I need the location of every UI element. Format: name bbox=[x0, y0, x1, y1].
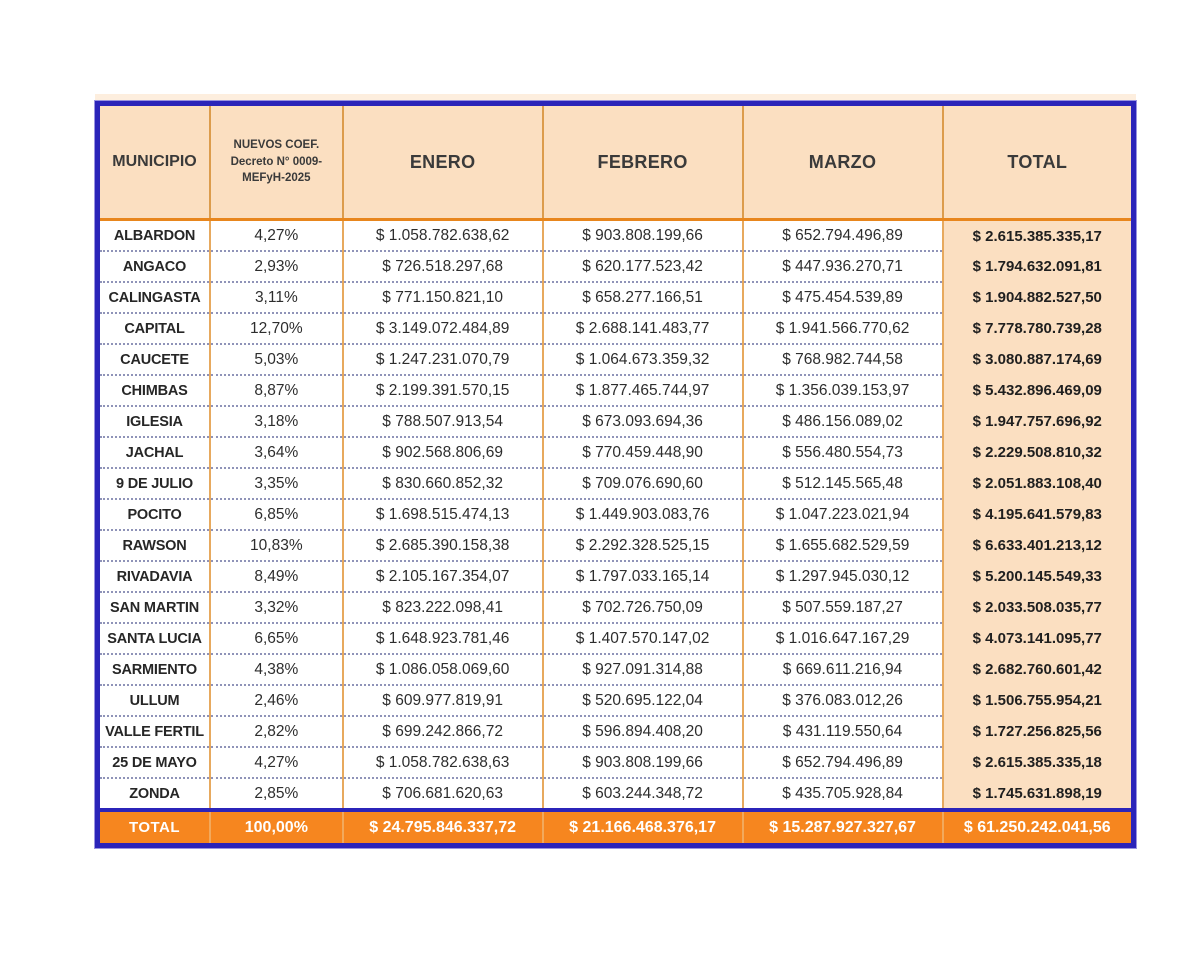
coefficient-value: 3,35% bbox=[210, 468, 343, 499]
febrero-value: $ 1.797.033.165,14 bbox=[543, 561, 743, 592]
total-row bbox=[98, 810, 1134, 846]
row-total-value: $ 3.080.887.174,69 bbox=[943, 344, 1134, 375]
coefficient-value: 2,93% bbox=[210, 251, 343, 282]
header-row bbox=[98, 104, 1134, 220]
table-header bbox=[98, 104, 1134, 220]
table-row bbox=[98, 716, 1134, 747]
municipality-name: ULLUM bbox=[98, 685, 211, 716]
febrero-value: $ 520.695.122,04 bbox=[543, 685, 743, 716]
row-total-value: $ 2.615.385.335,18 bbox=[943, 747, 1134, 778]
municipality-name: JACHAL bbox=[98, 437, 211, 468]
municipality-name: ZONDA bbox=[98, 778, 211, 810]
table-row bbox=[98, 220, 1134, 252]
enero-value: $ 823.222.098,41 bbox=[343, 592, 543, 623]
table-row bbox=[98, 468, 1134, 499]
coef-header-line3: MEFyH-2025 bbox=[242, 172, 311, 185]
enero-value: $ 2.685.390.158,38 bbox=[343, 530, 543, 561]
febrero-value: $ 903.808.199,66 bbox=[543, 220, 743, 252]
marzo-value: $ 1.655.682.529,59 bbox=[743, 530, 943, 561]
enero-value: $ 771.150.821,10 bbox=[343, 282, 543, 313]
municipality-name: ALBARDON bbox=[98, 220, 211, 252]
table-row bbox=[98, 592, 1134, 623]
enero-value: $ 3.149.072.484,89 bbox=[343, 313, 543, 344]
municipality-name: RAWSON bbox=[98, 530, 211, 561]
enero-value: $ 1.058.782.638,63 bbox=[343, 747, 543, 778]
municipality-name: POCITO bbox=[98, 499, 211, 530]
coefficient-value: 6,85% bbox=[210, 499, 343, 530]
table-row bbox=[98, 282, 1134, 313]
marzo-value: $ 652.794.496,89 bbox=[743, 220, 943, 252]
table-row bbox=[98, 313, 1134, 344]
marzo-value: $ 512.145.565,48 bbox=[743, 468, 943, 499]
enero-value: $ 1.648.923.781,46 bbox=[343, 623, 543, 654]
table-row bbox=[98, 561, 1134, 592]
enero-value: $ 1.086.058.069,60 bbox=[343, 654, 543, 685]
coefficient-value: 12,70% bbox=[210, 313, 343, 344]
row-total-value: $ 4.195.641.579,83 bbox=[943, 499, 1134, 530]
municipality-name: CAPITAL bbox=[98, 313, 211, 344]
enero-value: $ 788.507.913,54 bbox=[343, 406, 543, 437]
febrero-value: $ 1.449.903.083,76 bbox=[543, 499, 743, 530]
header-total: TOTAL bbox=[943, 104, 1134, 220]
marzo-value: $ 435.705.928,84 bbox=[743, 778, 943, 810]
enero-value: $ 609.977.819,91 bbox=[343, 685, 543, 716]
coparticipation-table bbox=[95, 101, 1136, 848]
table-row bbox=[98, 530, 1134, 561]
febrero-value: $ 620.177.523,42 bbox=[543, 251, 743, 282]
total-row-grand-total: $ 61.250.242.041,56 bbox=[943, 810, 1134, 846]
table-row bbox=[98, 747, 1134, 778]
marzo-value: $ 1.356.039.153,97 bbox=[743, 375, 943, 406]
table-row bbox=[98, 437, 1134, 468]
coefficient-value: 4,27% bbox=[210, 747, 343, 778]
table-row bbox=[98, 654, 1134, 685]
marzo-value: $ 1.047.223.021,94 bbox=[743, 499, 943, 530]
febrero-value: $ 603.244.348,72 bbox=[543, 778, 743, 810]
marzo-value: $ 447.936.270,71 bbox=[743, 251, 943, 282]
row-total-value: $ 4.073.141.095,77 bbox=[943, 623, 1134, 654]
table-row bbox=[98, 623, 1134, 654]
row-total-value: $ 1.727.256.825,56 bbox=[943, 716, 1134, 747]
febrero-value: $ 770.459.448,90 bbox=[543, 437, 743, 468]
municipality-name: VALLE FERTIL bbox=[98, 716, 211, 747]
total-row-enero: $ 24.795.846.337,72 bbox=[343, 810, 543, 846]
coefficient-value: 3,18% bbox=[210, 406, 343, 437]
row-total-value: $ 5.432.896.469,09 bbox=[943, 375, 1134, 406]
row-total-value: $ 7.778.780.739,28 bbox=[943, 313, 1134, 344]
table-row bbox=[98, 375, 1134, 406]
marzo-value: $ 507.559.187,27 bbox=[743, 592, 943, 623]
municipality-name: ANGACO bbox=[98, 251, 211, 282]
marzo-value: $ 1.297.945.030,12 bbox=[743, 561, 943, 592]
febrero-value: $ 1.877.465.744,97 bbox=[543, 375, 743, 406]
marzo-value: $ 652.794.496,89 bbox=[743, 747, 943, 778]
table-container bbox=[95, 101, 1136, 848]
municipality-name: SARMIENTO bbox=[98, 654, 211, 685]
marzo-value: $ 669.611.216,94 bbox=[743, 654, 943, 685]
header-marzo: MARZO bbox=[743, 104, 943, 220]
febrero-value: $ 596.894.408,20 bbox=[543, 716, 743, 747]
febrero-value: $ 702.726.750,09 bbox=[543, 592, 743, 623]
row-total-value: $ 2.051.883.108,40 bbox=[943, 468, 1134, 499]
coefficient-value: 8,87% bbox=[210, 375, 343, 406]
enero-value: $ 1.058.782.638,62 bbox=[343, 220, 543, 252]
header-municipio: MUNICIPIO bbox=[98, 104, 211, 220]
febrero-value: $ 1.407.570.147,02 bbox=[543, 623, 743, 654]
table-body bbox=[98, 220, 1134, 811]
municipality-name: SANTA LUCIA bbox=[98, 623, 211, 654]
header-enero: ENERO bbox=[343, 104, 543, 220]
enero-value: $ 1.247.231.070,79 bbox=[343, 344, 543, 375]
total-row-febrero: $ 21.166.468.376,17 bbox=[543, 810, 743, 846]
row-total-value: $ 1.745.631.898,19 bbox=[943, 778, 1134, 810]
table-row bbox=[98, 499, 1134, 530]
row-total-value: $ 2.229.508.810,32 bbox=[943, 437, 1134, 468]
coefficient-value: 2,46% bbox=[210, 685, 343, 716]
row-total-value: $ 1.947.757.696,92 bbox=[943, 406, 1134, 437]
marzo-value: $ 376.083.012,26 bbox=[743, 685, 943, 716]
marzo-value: $ 1.941.566.770,62 bbox=[743, 313, 943, 344]
coefficient-value: 4,38% bbox=[210, 654, 343, 685]
marzo-value: $ 486.156.089,02 bbox=[743, 406, 943, 437]
coefficient-value: 5,03% bbox=[210, 344, 343, 375]
febrero-value: $ 709.076.690,60 bbox=[543, 468, 743, 499]
table-row bbox=[98, 406, 1134, 437]
marzo-value: $ 431.119.550,64 bbox=[743, 716, 943, 747]
municipality-name: CHIMBAS bbox=[98, 375, 211, 406]
enero-value: $ 830.660.852,32 bbox=[343, 468, 543, 499]
table-row bbox=[98, 251, 1134, 282]
header-febrero: FEBRERO bbox=[543, 104, 743, 220]
febrero-value: $ 927.091.314,88 bbox=[543, 654, 743, 685]
total-row-label: TOTAL bbox=[98, 810, 211, 846]
enero-value: $ 902.568.806,69 bbox=[343, 437, 543, 468]
enero-value: $ 1.698.515.474,13 bbox=[343, 499, 543, 530]
municipality-name: RIVADAVIA bbox=[98, 561, 211, 592]
row-total-value: $ 1.904.882.527,50 bbox=[943, 282, 1134, 313]
municipality-name: CALINGASTA bbox=[98, 282, 211, 313]
febrero-value: $ 658.277.166,51 bbox=[543, 282, 743, 313]
municipality-name: CAUCETE bbox=[98, 344, 211, 375]
coefficient-value: 4,27% bbox=[210, 220, 343, 252]
municipality-name: 25 DE MAYO bbox=[98, 747, 211, 778]
enero-value: $ 2.105.167.354,07 bbox=[343, 561, 543, 592]
febrero-value: $ 2.292.328.525,15 bbox=[543, 530, 743, 561]
marzo-value: $ 768.982.744,58 bbox=[743, 344, 943, 375]
enero-value: $ 2.199.391.570,15 bbox=[343, 375, 543, 406]
table-row bbox=[98, 344, 1134, 375]
coefficient-value: 2,85% bbox=[210, 778, 343, 810]
marzo-value: $ 556.480.554,73 bbox=[743, 437, 943, 468]
row-total-value: $ 2.033.508.035,77 bbox=[943, 592, 1134, 623]
coefficient-value: 3,64% bbox=[210, 437, 343, 468]
coef-header-line2: Decreto N° 0009- bbox=[230, 155, 323, 168]
coefficient-value: 6,65% bbox=[210, 623, 343, 654]
enero-value: $ 706.681.620,63 bbox=[343, 778, 543, 810]
total-row-marzo: $ 15.287.927.327,67 bbox=[743, 810, 943, 846]
coefficient-value: 10,83% bbox=[210, 530, 343, 561]
municipality-name: SAN MARTIN bbox=[98, 592, 211, 623]
row-total-value: $ 6.633.401.213,12 bbox=[943, 530, 1134, 561]
municipality-name: 9 DE JULIO bbox=[98, 468, 211, 499]
row-total-value: $ 2.682.760.601,42 bbox=[943, 654, 1134, 685]
municipality-name: IGLESIA bbox=[98, 406, 211, 437]
row-total-value: $ 1.794.632.091,81 bbox=[943, 251, 1134, 282]
coefficient-value: 3,11% bbox=[210, 282, 343, 313]
enero-value: $ 699.242.866,72 bbox=[343, 716, 543, 747]
febrero-value: $ 2.688.141.483,77 bbox=[543, 313, 743, 344]
table-row bbox=[98, 778, 1134, 810]
coefficient-value: 2,82% bbox=[210, 716, 343, 747]
row-total-value: $ 2.615.385.335,17 bbox=[943, 220, 1134, 252]
coef-header-line1: NUEVOS COEF. bbox=[233, 138, 320, 151]
table-footer bbox=[98, 810, 1134, 846]
febrero-value: $ 1.064.673.359,32 bbox=[543, 344, 743, 375]
row-total-value: $ 1.506.755.954,21 bbox=[943, 685, 1134, 716]
coefficient-value: 8,49% bbox=[210, 561, 343, 592]
coefficient-value: 3,32% bbox=[210, 592, 343, 623]
enero-value: $ 726.518.297,68 bbox=[343, 251, 543, 282]
total-row-coefficient: 100,00% bbox=[210, 810, 343, 846]
marzo-value: $ 1.016.647.167,29 bbox=[743, 623, 943, 654]
row-total-value: $ 5.200.145.549,33 bbox=[943, 561, 1134, 592]
febrero-value: $ 673.093.694,36 bbox=[543, 406, 743, 437]
marzo-value: $ 475.454.539,89 bbox=[743, 282, 943, 313]
febrero-value: $ 903.808.199,66 bbox=[543, 747, 743, 778]
table-row bbox=[98, 685, 1134, 716]
header-coefficient bbox=[210, 104, 343, 220]
